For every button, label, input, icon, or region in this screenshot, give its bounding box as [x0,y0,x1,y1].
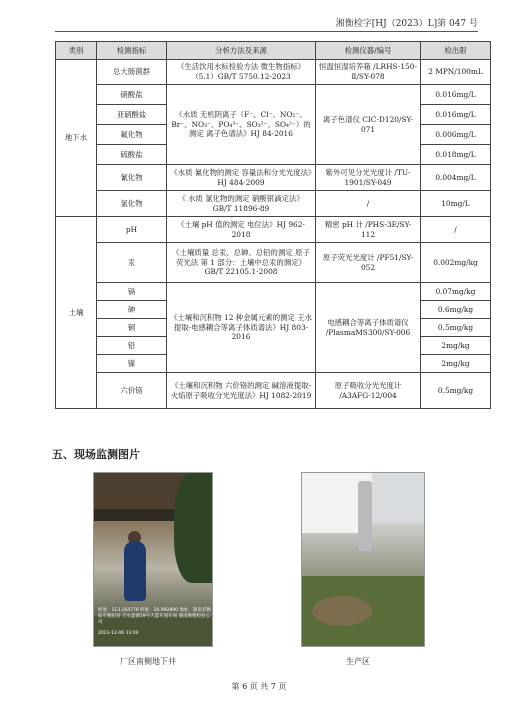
category-groundwater: 地下水 [56,60,97,217]
indicator-cell: 铅 [97,337,167,355]
table-row [56,373,491,409]
test-method-table [55,41,491,409]
table-row [56,243,491,283]
limit-cell: / [421,217,491,243]
table-row [56,217,491,243]
limit-cell: 0.002mg/kg [421,243,491,283]
indicator-cell: 硝酸盐 [97,85,167,105]
instrument-cell: 原子吸收分光光度计 /A3AFG-12/004 [316,373,421,409]
limit-cell: 0.6mg/kg [421,301,491,319]
photo-dirt [312,596,372,626]
photo-tree [174,473,213,583]
table-row [56,60,491,85]
photo-caption: 厂区南侧地下井 [120,657,176,666]
indicator-cell: 汞 [97,243,167,283]
header-indicator: 检测指标 [97,42,167,60]
indicator-cell: 砷 [97,301,167,319]
header-rule [55,31,478,32]
method-cell: 《生活饮用水标检验方法 微生物指标》（5.1）GB/T 5750.12-2023 [167,60,316,85]
limit-cell: 2mg/kg [421,355,491,373]
photo-watermark-time: 2023-12-06 13:00 [98,631,139,636]
indicator-cell: 总大肠菌群 [97,60,167,85]
header-method: 分析方法及来源 [167,42,316,60]
section-title: 五、现场监测图片 [52,448,140,461]
indicator-cell: 氰化物 [97,165,167,191]
table-header-row [56,42,491,60]
instrument-cell: 紫外可见分光光度计 /TU-1901/SY-049 [316,165,421,191]
indicator-cell: 亚硝酸盐 [97,105,167,125]
indicator-cell: 氟化物 [97,125,167,145]
indicator-cell: 铜 [97,319,167,337]
method-cell: 《 水质 氯化物的测定 硝酸银滴定法》GB/T 11896-89 [167,191,316,217]
indicator-cell: 镉 [97,283,167,301]
method-cell: 《土壤质量 总汞、总砷、总铅的测定 原子荧光法 第 1 部分：土壤中总汞的测定》GB/T 22105.1-2008 [167,243,316,283]
photo-watermark: 经度：113.164776 纬度：26.992890 地址：湖南省衡阳市衡阳县 天水蓝镇19号天蓝车间车间 湖南衡衡检验公司 [98,608,211,626]
header-instrument: 检测仪器/编号 [316,42,421,60]
limit-cell: 0.5mg/kg [421,373,491,409]
indicator-cell: 硫酸盐 [97,145,167,165]
limit-cell: 0.016mg/L [421,105,491,125]
limit-cell: 0.018mg/L [421,145,491,165]
indicator-cell: 镍 [97,355,167,373]
table-row [56,191,491,217]
method-cell: 《土壤和沉积物 六价铬的测定 碱溶液提取-火焰原子吸收分光光度法》HJ 1082-2019 [167,373,316,409]
site-photo-groundwater-well [93,472,213,647]
method-cell: 《水质 无机阴离子（F⁻、Cl⁻、NO₂⁻、Br⁻、NO₃⁻、PO₄³⁻、SO₃²⁻、SO₄²⁻）的测定 离子色谱法》HJ 84-2016 [167,85,316,165]
photo-person [124,541,146,601]
instrument-cell: 恒温恒湿培养箱 /LRHS-150-Ⅱ/SY-078 [316,60,421,85]
instrument-cell: / [316,191,421,217]
photo-sky [372,473,424,523]
limit-cell: 0.07mg/kg [421,283,491,301]
limit-cell: 2 MPN/100mL [421,60,491,85]
limit-cell: 0.5mg/kg [421,319,491,337]
limit-cell: 2mg/kg [421,337,491,355]
indicator-cell: pH [97,217,167,243]
header-category: 类别 [56,42,97,60]
limit-cell: 0.006mg/L [421,125,491,145]
limit-cell: 0.016mg/L [421,85,491,105]
limit-cell: 0.004mg/L [421,165,491,191]
category-soil: 土壤 [56,217,97,409]
page-number: 第 6 页 共 7 页 [231,682,287,691]
limit-cell: 10mg/L [421,191,491,217]
site-photo-production-area [301,472,425,647]
table-row [56,165,491,191]
photo-caption: 生产区 [346,657,370,666]
instrument-cell: 精密 pH 计 /PHS-3E/SY-112 [316,217,421,243]
header-limit: 检出限 [421,42,491,60]
table-row [56,283,491,301]
method-cell: 《土壤 pH 值的测定 电位法》HJ 962-2018 [167,217,316,243]
photo-pipe [358,481,372,551]
instrument-cell: 原子荧光光度计 /PF51/SY-052 [316,243,421,283]
document-number: 湘衡检字[HJ（2023）L]第 047 号 [335,19,478,29]
indicator-cell: 氯化物 [97,191,167,217]
instrument-cell: 离子色谱仪 CIC-D120/SY-071 [316,85,421,165]
indicator-cell: 六价铬 [97,373,167,409]
method-cell: 《土壤和沉积物 12 种金属元素的测定 王水提取-电感耦合等离子体质谱法》HJ 803-2016 [167,283,316,373]
instrument-cell: 电感耦合等离子体质谱仪 /PlasmaMS300/SY-006 [316,283,421,373]
table-row [56,85,491,105]
method-cell: 《水质 氰化物的测定 容量法和分光光度法》HJ 484-2009 [167,165,316,191]
